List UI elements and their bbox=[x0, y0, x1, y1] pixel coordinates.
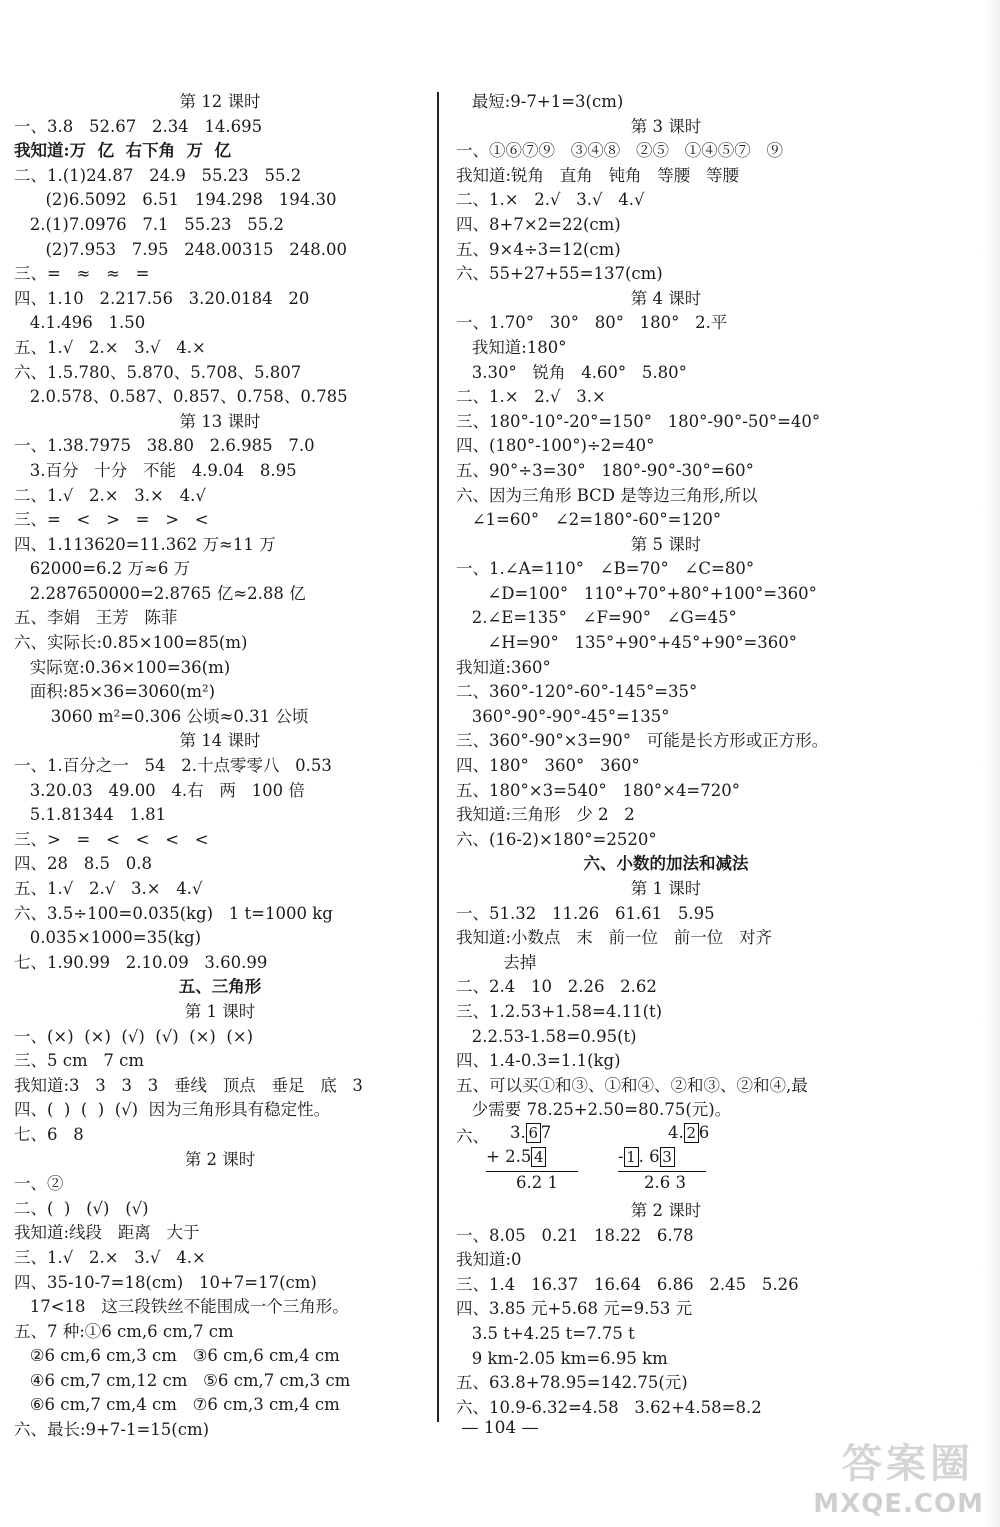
watermark-title: 答案圈 bbox=[842, 1441, 974, 1487]
answer-line: 六、1.5.780、5.870、5.708、5.807 bbox=[14, 362, 302, 382]
answer-line: 一、1.百分之一 54 2.十点零零八 0.53 bbox=[14, 756, 332, 776]
answer-line: 三、1.2.53+1.58=4.11(t) bbox=[456, 1001, 663, 1021]
answer-line: 五、7 种:①6 cm,6 cm,7 cm bbox=[14, 1321, 234, 1341]
answer-line: ∠D=100° 110°+70°+80°+100°=360° bbox=[456, 583, 817, 603]
arith-b-top: 4. 2 6 bbox=[668, 1122, 710, 1143]
section-heading: 六、小数的加法和减法 bbox=[583, 854, 749, 874]
answer-line: 六、实际长:0.85×100=85(m) bbox=[14, 633, 248, 653]
arith-a-top: 3. 6 7 bbox=[510, 1122, 552, 1143]
answer-line: 五、180°×3=540° 180°×4=720° bbox=[456, 780, 741, 800]
answer-line: ④6 cm,7 cm,12 cm ⑤6 cm,7 cm,3 cm bbox=[14, 1370, 351, 1390]
answer-line: 2.287650000=2.8765 亿≈2.88 亿 bbox=[14, 583, 306, 603]
answer-line: 四、( ) ( ) (√) 因为三角形具有稳定性。 bbox=[14, 1100, 331, 1120]
answer-line: 3060 m²=0.306 公顷≈0.31 公顷 bbox=[14, 706, 309, 726]
answer-line: 三、1.4 16.37 16.64 6.86 2.45 5.26 bbox=[456, 1274, 799, 1294]
answer-line: 62000=6.2 万≈6 万 bbox=[14, 559, 191, 579]
answer-line: 我知道:万 亿 右下角 万 亿 bbox=[14, 141, 232, 161]
answer-line: 3.5 t+4.25 t=7.75 t bbox=[456, 1323, 635, 1343]
answer-line: 3.百分 十分 不能 4.9.04 8.95 bbox=[14, 460, 297, 480]
page-edge-shadow bbox=[982, 0, 1000, 1527]
answer-line: 一、1.38.7975 38.80 2.6.985 7.0 bbox=[14, 436, 315, 456]
answer-line: 二、360°-120°-60°-145°=35° bbox=[456, 682, 698, 702]
answer-line: 0.035×1000=35(kg) bbox=[14, 928, 202, 948]
answer-line: 3.20.03 49.00 4.右 两 100 倍 bbox=[14, 780, 305, 800]
answer-line: 我知道:0 bbox=[456, 1250, 522, 1270]
answer-line: 面积:85×36=3060(m²) bbox=[14, 682, 216, 702]
arith-b-result: 2.6 3 bbox=[644, 1172, 686, 1192]
answer-line: 四、180° 360° 360° bbox=[456, 756, 640, 776]
answer-line: 4.1.496 1.50 bbox=[14, 313, 146, 333]
answer-line: 五、63.8+78.95=142.75(元) bbox=[456, 1373, 688, 1393]
arith-a-result: 6.2 1 bbox=[516, 1172, 558, 1192]
answer-line: 我知道:线段 距离 大于 bbox=[14, 1223, 200, 1243]
section-heading: 第 2 课时 bbox=[630, 1200, 702, 1220]
answer-line: 三、> = < < < < bbox=[14, 829, 209, 849]
answer-line: 二、1.√ 2.× 3.× 4.√ bbox=[14, 485, 206, 505]
column-divider bbox=[437, 92, 439, 1422]
section-heading: 第 13 课时 bbox=[179, 411, 261, 431]
answer-line: 一、①⑥⑦⑨ ③④⑧ ②⑤ ①④⑤⑦ ⑨ bbox=[456, 141, 783, 161]
answer-line: 五、90°÷3=30° 180°-90°-30°=60° bbox=[456, 460, 754, 480]
answer-line: 三、= ≈ ≈ = bbox=[14, 264, 150, 284]
answer-line: 六、55+27+55=137(cm) bbox=[456, 264, 663, 284]
answer-line: 六、最长:9+7-1=15(cm) bbox=[14, 1420, 210, 1440]
answer-line: 六、3.5÷100=0.035(kg) 1 t=1000 kg bbox=[14, 903, 333, 923]
answer-line: 3.30° 锐角 4.60° 5.80° bbox=[456, 362, 687, 382]
answer-line: ②6 cm,6 cm,3 cm ③6 cm,6 cm,4 cm bbox=[14, 1346, 340, 1366]
answer-line: 17<18 这三段铁丝不能围成一个三角形。 bbox=[14, 1297, 349, 1317]
answer-line: 2.2.53-1.58=0.95(t) bbox=[456, 1026, 637, 1046]
section-heading: 第 14 课时 bbox=[179, 731, 261, 751]
answer-line: 四、(180°-100°)÷2=40° bbox=[456, 436, 655, 456]
answer-line: 5.1.81344 1.81 bbox=[14, 805, 167, 825]
answer-line: 六、(16-2)×180°=2520° bbox=[456, 829, 657, 849]
answer-line: 二、( ) (√) (√) bbox=[14, 1198, 149, 1218]
answer-line: 我知道:锐角 直角 钝角 等腰 等腰 bbox=[456, 165, 739, 185]
answer-line: 五、可以买①和③、①和④、②和③、②和④,最 bbox=[456, 1075, 808, 1095]
answer-line: 9 km-2.05 km=6.95 km bbox=[456, 1348, 668, 1368]
answer-line: (2)6.5092 6.51 194.298 194.30 bbox=[14, 190, 337, 210]
answer-line: 少需要 78.25+2.50=80.75(元)。 bbox=[456, 1100, 732, 1120]
right-column bbox=[456, 90, 876, 1420]
answer-line: 一、1.∠A=110° ∠B=70° ∠C=80° bbox=[456, 559, 755, 579]
answer-line: 我知道:360° bbox=[456, 657, 551, 677]
answer-line: 五、9×4÷3=12(cm) bbox=[456, 239, 621, 259]
answer-line: 一、3.8 52.67 2.34 14.695 bbox=[14, 116, 263, 136]
answer-line: 2.(1)7.0976 7.1 55.23 55.2 bbox=[14, 214, 285, 234]
section-heading: 第 12 课时 bbox=[179, 92, 261, 111]
answer-line: 实际宽:0.36×100=36(m) bbox=[14, 657, 231, 677]
answer-line: 三、1.√ 2.× 3.√ 4.× bbox=[14, 1247, 206, 1267]
left-column bbox=[14, 90, 426, 1443]
answer-line: 我知道:小数点 末 前一位 前一位 对齐 bbox=[456, 928, 772, 948]
answer-line: ∠H=90° 135°+90°+45°+90°=360° bbox=[456, 633, 798, 653]
right-column-upper bbox=[456, 90, 876, 1123]
right-column-lower bbox=[456, 1199, 876, 1420]
answer-line: 三、5 cm 7 cm bbox=[14, 1051, 144, 1071]
answer-line: 三、360°-90°×3=90° 可能是长方形或正方形。 bbox=[456, 731, 829, 751]
answer-line: 四、8+7×2=22(cm) bbox=[456, 214, 621, 234]
answer-line: 一、51.32 11.26 61.61 5.95 bbox=[456, 903, 715, 923]
answer-line: 二、1.× 2.√ 3.√ 4.√ bbox=[456, 190, 645, 210]
answer-line: 六、10.9-6.32=4.58 3.62+4.58=8.2 bbox=[456, 1397, 762, 1417]
section-heading: 第 1 课时 bbox=[184, 1001, 256, 1021]
answer-line: ⑥6 cm,7 cm,4 cm ⑦6 cm,3 cm,4 cm bbox=[14, 1395, 340, 1415]
answer-line: 四、28 8.5 0.8 bbox=[14, 854, 152, 874]
arith-b-mid: - 1 . 6 3 bbox=[618, 1147, 675, 1168]
section-heading: 第 2 课时 bbox=[184, 1149, 256, 1169]
arith-a-mid: + 2.5 4 bbox=[486, 1147, 546, 1168]
answer-line: 一、② bbox=[14, 1174, 64, 1194]
watermark-url: MXQE.COM bbox=[813, 1489, 984, 1519]
answer-line: 四、1.113620=11.362 万≈11 万 bbox=[14, 534, 276, 554]
answer-line: 二、1.× 2.√ 3.× bbox=[456, 387, 606, 407]
answer-line: 2.0.578、0.587、0.857、0.758、0.785 bbox=[14, 387, 348, 407]
section-heading: 第 1 课时 bbox=[630, 879, 702, 898]
answer-line: 最短:9-7+1=3(cm) bbox=[456, 92, 624, 111]
answer-line: 三、180°-10°-20°=150° 180°-90°-50°=40° bbox=[456, 411, 821, 431]
page-number: — 104 — bbox=[461, 1418, 539, 1438]
section-heading: 第 3 课时 bbox=[630, 116, 702, 136]
answer-line: 四、3.85 元+5.68 元=9.53 元 bbox=[456, 1299, 693, 1319]
answer-line: ∠1=60° ∠2=180°-60°=120° bbox=[456, 510, 722, 530]
answer-line: 我知道:三角形 少 2 2 bbox=[456, 805, 635, 825]
answer-line: 四、35-10-7=18(cm) 10+7=17(cm) bbox=[14, 1272, 317, 1292]
answer-line: 五、李娟 王芳 陈菲 bbox=[14, 608, 178, 628]
answer-line: 二、1.(1)24.87 24.9 55.23 55.2 bbox=[14, 165, 302, 185]
answer-line: 去掉 bbox=[456, 952, 537, 972]
section-heading: 五、三角形 bbox=[178, 977, 262, 997]
arith-label: 六、 bbox=[456, 1126, 489, 1146]
vertical-arithmetic bbox=[456, 1123, 876, 1199]
answer-line: 五、1.√ 2.× 3.√ 4.× bbox=[14, 337, 206, 357]
answer-line: 四、1.4-0.3=1.1(kg) bbox=[456, 1051, 621, 1071]
answer-line: 我知道:180° bbox=[456, 337, 567, 357]
answer-line: 五、1.√ 2.√ 3.× 4.√ bbox=[14, 879, 203, 898]
answer-line: 一、(×) (×) (√) (√) (×) (×) bbox=[14, 1026, 254, 1046]
watermark-logo bbox=[808, 1441, 994, 1523]
answer-line: 七、1.90.99 2.10.09 3.60.99 bbox=[14, 952, 268, 972]
answer-line: 七、6 8 bbox=[14, 1124, 84, 1144]
answer-line: 六、因为三角形 BCD 是等边三角形,所以 bbox=[456, 485, 758, 505]
answer-line: 我知道:3 3 3 3 垂线 顶点 垂足 底 3 bbox=[14, 1075, 363, 1095]
answer-line: 2.∠E=135° ∠F=90° ∠G=45° bbox=[456, 608, 737, 628]
answer-line: (2)7.953 7.95 248.00315 248.00 bbox=[14, 239, 347, 259]
answer-line: 二、2.4 10 2.26 2.62 bbox=[456, 977, 657, 997]
answer-line: 360°-90°-90°-45°=135° bbox=[456, 706, 670, 726]
answer-line: 一、1.70° 30° 80° 180° 2.平 bbox=[456, 313, 728, 333]
answer-line: 三、= < > = > < bbox=[14, 510, 209, 530]
section-heading: 第 5 课时 bbox=[630, 534, 702, 554]
answer-line: 一、8.05 0.21 18.22 6.78 bbox=[456, 1225, 694, 1245]
answer-line: 四、1.10 2.217.56 3.20.0184 20 bbox=[14, 288, 310, 308]
section-heading: 第 4 课时 bbox=[630, 288, 702, 308]
